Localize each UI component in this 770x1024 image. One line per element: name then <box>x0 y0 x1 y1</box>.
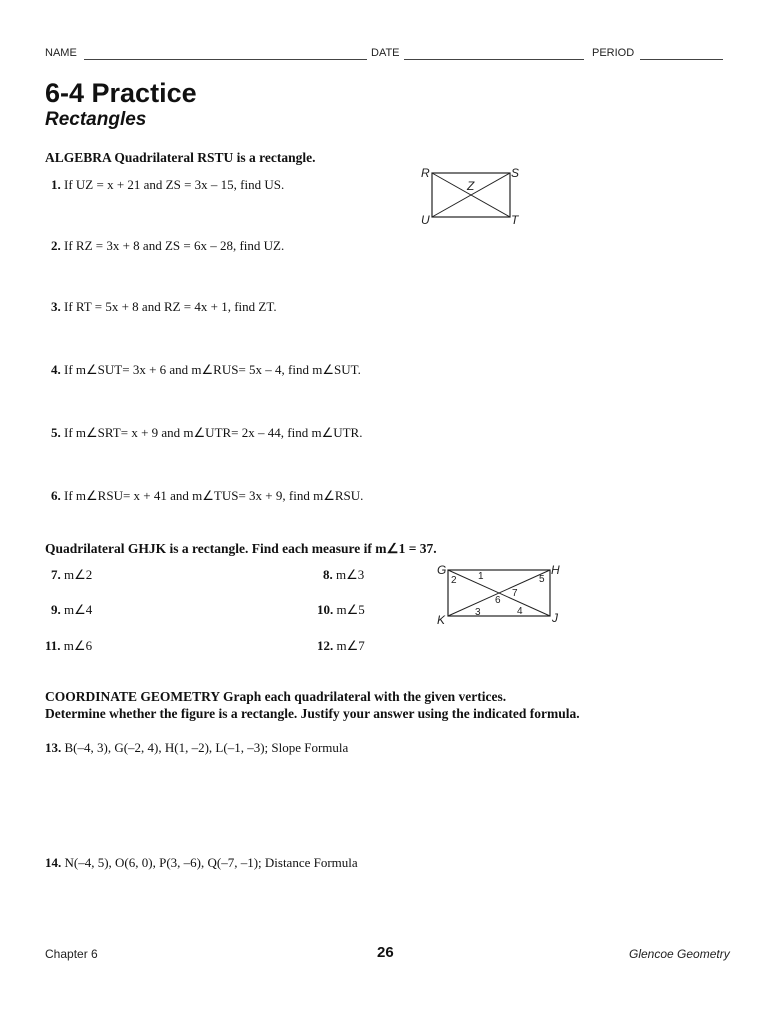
problem-4: 4. If m∠SUT= 3x + 6 and m∠RUS= 5x – 4, find m∠SUT. <box>51 362 361 377</box>
problem-14: 14. N(–4, 5), O(6, 0), P(3, –6), Q(–7, –1); Distance Formula <box>45 855 358 870</box>
problem-8: 8. m∠3 <box>323 567 365 582</box>
section3-line1: Graph each quadrilateral with the given vertices. <box>219 689 507 704</box>
point-z-label: Z <box>467 179 475 193</box>
problem-1: 1. If UZ = x + 21 and ZS = 3x – 15, find US. <box>51 177 285 192</box>
section3-label: COORDINATE GEOMETRY <box>45 689 220 704</box>
angle-4-label: 4 <box>517 606 523 617</box>
vertex-g-label: G <box>437 563 447 577</box>
footer-book-title: Glencoe Geometry <box>629 947 730 961</box>
angle-7-label: 7 <box>512 588 518 599</box>
vertex-j-label: J <box>552 611 558 625</box>
footer-chapter: Chapter 6 <box>45 947 98 961</box>
problem-7: 7. m∠2 <box>51 567 93 582</box>
period-blank[interactable] <box>640 58 723 60</box>
vertex-s-label: S <box>511 166 520 180</box>
section2-heading: Quadrilateral GHJK is a rectangle. Find each measure if m∠1 = 37. <box>45 541 437 556</box>
period-label: PERIOD <box>592 47 635 59</box>
section1-text: Quadrilateral RSTU is a rectangle. <box>111 150 316 165</box>
footer-page-number: 26 <box>377 944 394 961</box>
problem-9: 9. m∠4 <box>51 602 93 617</box>
date-blank[interactable] <box>404 58 584 60</box>
problem-5: 5. If m∠SRT= x + 9 and m∠UTR= 2x – 44, find m∠UTR. <box>51 425 363 440</box>
problem-12: 12. m∠7 <box>317 638 365 653</box>
section3-line2: Determine whether the figure is a rectangle. Justify your answer using the indicated formula. <box>45 706 580 721</box>
vertex-k-label: K <box>437 613 446 627</box>
date-label: DATE <box>371 47 400 59</box>
rectangle-rstu-diagram <box>415 160 525 232</box>
section3-heading <box>45 689 506 705</box>
angle-1-label: 1 <box>478 571 484 582</box>
angle-6-label: 6 <box>495 595 501 606</box>
angle-5-label: 5 <box>539 574 545 585</box>
problem-3: 3. If RT = 5x + 8 and RZ = 4x + 1, find ZT. <box>51 299 277 314</box>
page-subtitle: Rectangles <box>45 109 147 130</box>
vertex-h-label: H <box>551 563 560 577</box>
rectangle-ghjk-diagram <box>430 558 570 630</box>
problem-2: 2. If RZ = 3x + 8 and ZS = 6x – 28, find UZ. <box>51 238 285 253</box>
problem-11: 11. m∠6 <box>45 638 93 653</box>
problem-6: 6. If m∠RSU= x + 41 and m∠TUS= 3x + 9, find m∠RSU. <box>51 488 364 503</box>
section1-label: ALGEBRA <box>45 150 112 165</box>
problem-13: 13. B(–4, 3), G(–2, 4), H(1, –2), L(–1, –3); Slope Formula <box>45 740 349 755</box>
angle-3-label: 3 <box>475 607 481 618</box>
problem-10: 10. m∠5 <box>317 602 365 617</box>
page-title: 6-4 Practice <box>45 78 197 108</box>
vertex-r-label: R <box>421 166 430 180</box>
vertex-u-label: U <box>421 213 430 227</box>
name-label: NAME <box>45 47 77 59</box>
vertex-t-label: T <box>511 213 519 227</box>
name-blank[interactable] <box>84 58 367 60</box>
angle-2-label: 2 <box>451 575 457 586</box>
section1-heading <box>45 150 316 166</box>
